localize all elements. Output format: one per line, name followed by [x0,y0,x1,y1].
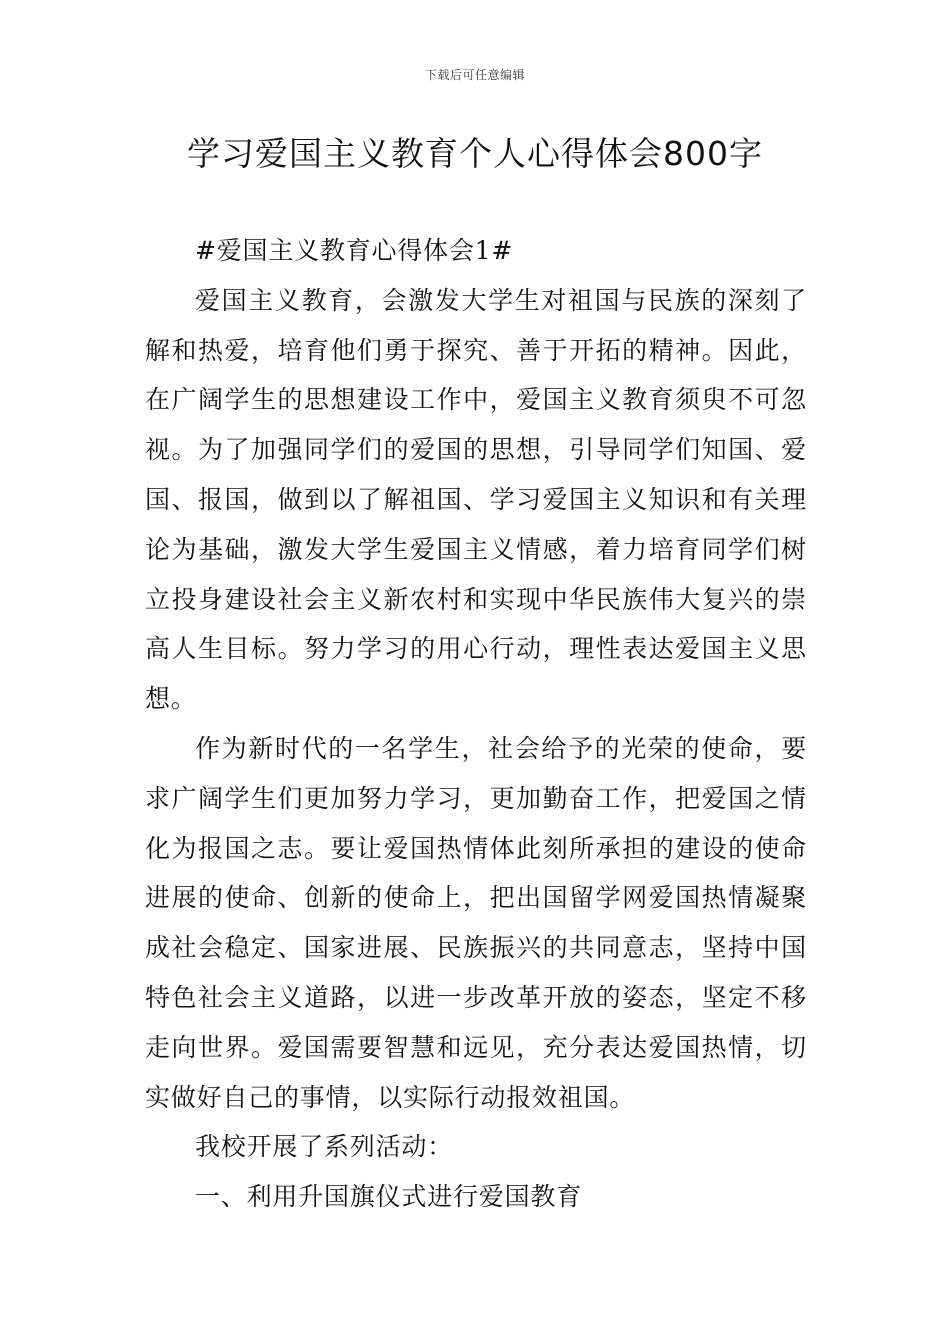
body-paragraph: 我校开展了系列活动： [195,1132,454,1162]
body-paragraph: 作为新时代的一名学生，社会给予的光荣的使命，要求广阔学生们更加努力学习，更加勤奋工作，把爱国之情化为报国之志。要让爱国热情体此刻所承担的建设的使命进展的使命、创新的使命上，把出国留学网爱国热情凝聚成社会稳定、国家进展、民族振兴的共同意志，坚持中国特色社会主义道路，以进一步改革开放的姿态，坚定不移走向世界。爱国需要智慧和远见，充分表达爱国热情，切实做好自己的事情，以实际行动报效祖国。 [145,733,807,1112]
section-heading: #爱国主义教育心得体会1# [195,236,514,265]
document-body [145,226,807,1222]
document-title: 学习爱国主义教育个人心得体会800字 [187,134,763,173]
body-paragraph: 爱国主义教育，会激发大学生对祖国与民族的深刻了解和热爱，培育他们勇于探究、善于开拓的精神。因此，在广阔学生的思想建设工作中，爱国主义教育须臾不可忽视。为了加强同学们的爱国的思想，引导同学们知国、爱国、报国，做到以了解祖国、学习爱国主义知识和有关理论为基础，激发大学生爱国主义情感，着力培育同学们树立投身建设社会主义新农村和实现中华民族伟大复兴的崇高人生目标。努力学习的用心行动，理性表达爱国主义思想。 [145,285,807,714]
header-note: 下载后可任意编辑 [424,68,525,82]
list-item: 一、利用升国旗仪式进行爱国教育 [195,1182,583,1212]
